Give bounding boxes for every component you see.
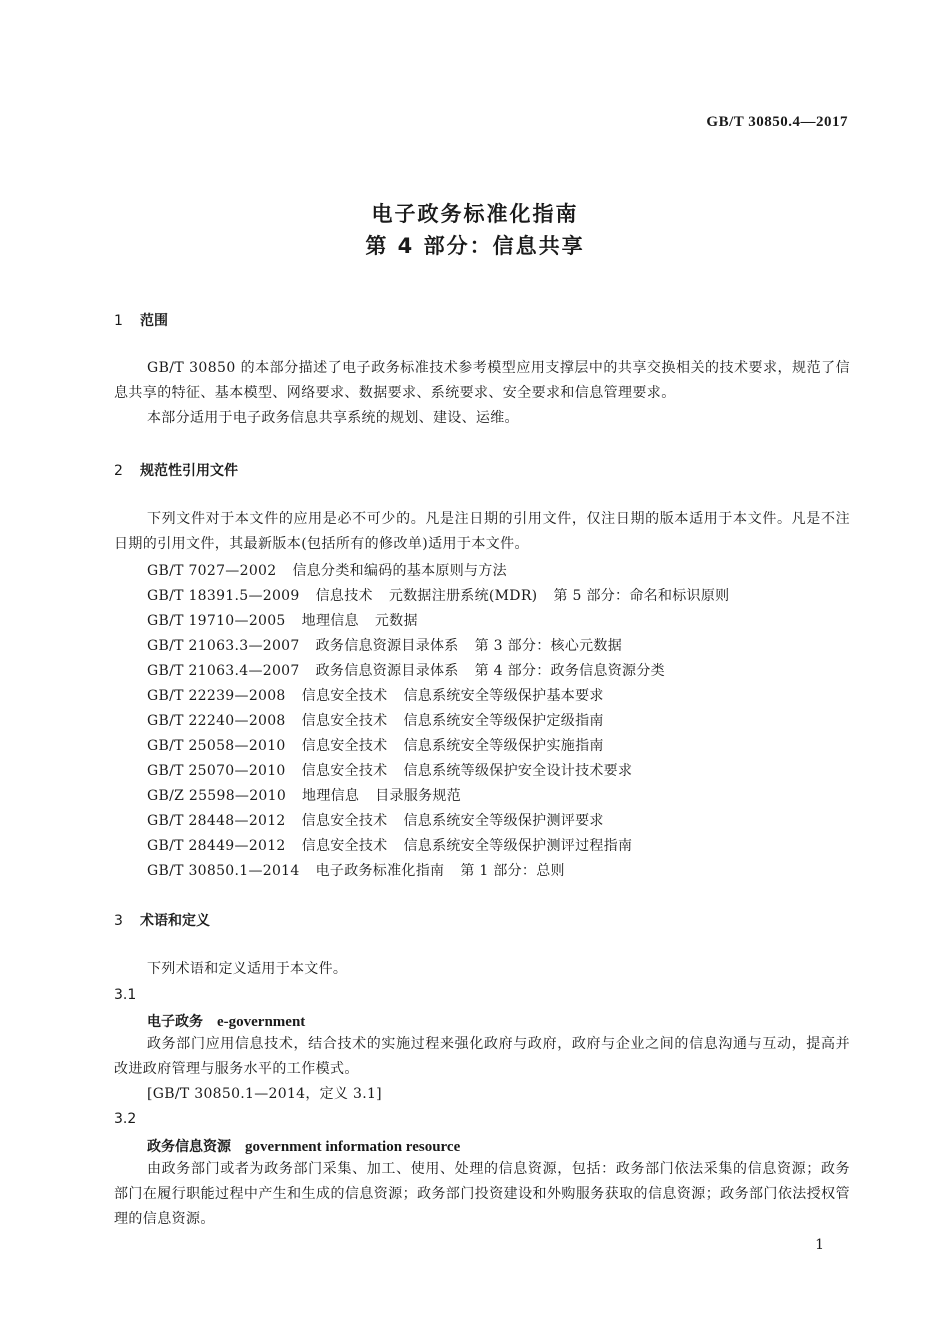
- reference-code: GB/T 22240—2008: [147, 713, 286, 729]
- reference-item: [147, 660, 665, 680]
- section-heading-terms-definitions: [114, 910, 210, 930]
- reference-title: 信息安全技术: [301, 813, 388, 829]
- references-intro: 下列文件对于本文件的应用是必不可少的。凡是注日期的引用文件，仅注日期的版本适用于本文件。凡是不注日期的引用文件，其最新版本(包括所有的修改单)适用于本文件。: [114, 511, 850, 552]
- reference-title: 电子政务标准化指南: [315, 863, 445, 879]
- section-title: 规范性引用文件: [140, 463, 238, 479]
- reference-item: [147, 835, 632, 855]
- term-en: government information resource: [245, 1139, 461, 1155]
- reference-subtitle: 信息系统等级保护安全设计技术要求: [403, 763, 633, 779]
- reference-code: GB/T 25070—2010: [147, 763, 286, 779]
- reference-item: [147, 685, 604, 705]
- reference-title: 信息安全技术: [301, 763, 388, 779]
- term-heading: [147, 1136, 460, 1156]
- reference-code: GB/T 7027—2002: [147, 563, 277, 579]
- term-definition: 由政务部门或者为政务部门采集、加工、使用、处理的信息资源，包括：政务部门依法采集的信息资源；政务部门在履行职能过程中产生和生成的信息资源；政务部门投资建设和外购服务获取的信息资源；政务部门依法授权管理的信息资源。: [114, 1161, 850, 1227]
- term-zh: 电子政务: [147, 1014, 203, 1030]
- reference-item: [147, 560, 507, 580]
- term-definition: 政务部门应用信息技术，结合技术的实施过程来强化政府与政府，政府与企业之间的信息沟通与互动，提高并改进政府管理与服务水平的工作模式。: [114, 1036, 850, 1077]
- section-number: 2: [114, 463, 123, 479]
- reference-code: GB/T 21063.4—2007: [147, 663, 300, 679]
- page-number: 1: [815, 1237, 824, 1253]
- reference-title: 地理信息: [301, 613, 359, 629]
- reference-subtitle: 信息系统安全等级保护实施指南: [403, 738, 604, 754]
- reference-item: [147, 710, 604, 730]
- reference-code: GB/T 18391.5—2009: [147, 588, 300, 604]
- section-number: 1: [114, 313, 123, 329]
- reference-subtitle: 第 4 部分：政务信息资源分类: [474, 663, 665, 679]
- section-heading-normative-references: [114, 460, 238, 480]
- document-title: 电子政务标准化指南: [371, 202, 579, 226]
- reference-item: [147, 860, 565, 880]
- reference-item: [147, 810, 604, 830]
- term-heading: [147, 1011, 305, 1031]
- term-number: 3.1: [114, 987, 137, 1003]
- reference-title: 信息安全技术: [301, 838, 388, 854]
- reference-item: [147, 585, 729, 605]
- reference-subtitle: 信息系统安全等级保护测评过程指南: [403, 838, 633, 854]
- reference-subtitle: 信息系统安全等级保护基本要求: [403, 688, 604, 704]
- reference-item: [147, 735, 604, 755]
- term-source: [GB/T 30850.1—2014，定义 3.1]: [147, 1086, 382, 1102]
- terms-intro: 下列术语和定义适用于本文件。: [147, 961, 348, 977]
- reference-title: 信息分类和编码的基本原则与方法: [292, 563, 507, 579]
- reference-code: GB/T 25058—2010: [147, 738, 286, 754]
- section-heading-scope: [114, 310, 168, 330]
- reference-code: GB/T 21063.3—2007: [147, 638, 300, 654]
- reference-title: 信息安全技术: [301, 688, 388, 704]
- reference-title: 政务信息资源目录体系: [315, 638, 459, 654]
- reference-code: GB/T 22239—2008: [147, 688, 286, 704]
- reference-subtitle: 目录服务规范: [375, 788, 462, 804]
- term-number: 3.2: [114, 1111, 137, 1127]
- term-en: e-government: [217, 1014, 306, 1030]
- section-number: 3: [114, 913, 123, 929]
- term-zh: 政务信息资源: [147, 1139, 231, 1155]
- reference-subtitle: 信息系统安全等级保护定级指南: [403, 713, 604, 729]
- standard-code: GB/T 30850.4—2017: [706, 114, 848, 130]
- section-title: 术语和定义: [140, 913, 210, 929]
- section-title: 范围: [140, 313, 168, 329]
- reference-item: [147, 785, 461, 805]
- reference-item: [147, 610, 418, 630]
- reference-title: 地理信息: [302, 788, 360, 804]
- reference-subtitle: 第 3 部分：核心元数据: [474, 638, 623, 654]
- scope-paragraph: GB/T 30850 的本部分描述了电子政务标准技术参考模型应用支撑层中的共享交换相关的技术要求，规范了信息共享的特征、基本模型、网络要求、数据要求、系统要求、安全要求和信息管理要求。: [114, 360, 850, 401]
- reference-item: [147, 760, 632, 780]
- scope-applicability: 本部分适用于电子政务信息共享系统的规划、建设、运维。: [147, 410, 519, 426]
- reference-code: GB/T 30850.1—2014: [147, 863, 300, 879]
- reference-code: GB/T 19710—2005: [147, 613, 286, 629]
- document-subtitle: 第 4 部分：信息共享: [365, 234, 585, 258]
- reference-subtitle: 第 1 部分：总则: [460, 863, 565, 879]
- reference-part: 第 5 部分：命名和标识原则: [553, 588, 730, 604]
- reference-subtitle: 信息系统安全等级保护测评要求: [403, 813, 604, 829]
- reference-code: GB/Z 25598—2010: [147, 788, 287, 804]
- reference-item: [147, 635, 622, 655]
- reference-title: 信息安全技术: [301, 738, 388, 754]
- reference-title: 政务信息资源目录体系: [315, 663, 459, 679]
- reference-code: GB/T 28449—2012: [147, 838, 286, 854]
- reference-code: GB/T 28448—2012: [147, 813, 286, 829]
- reference-title: 信息安全技术: [301, 713, 388, 729]
- reference-title: 信息技术: [315, 588, 373, 604]
- reference-subtitle: 元数据: [374, 613, 418, 629]
- reference-subtitle: 元数据注册系统(MDR): [388, 588, 538, 604]
